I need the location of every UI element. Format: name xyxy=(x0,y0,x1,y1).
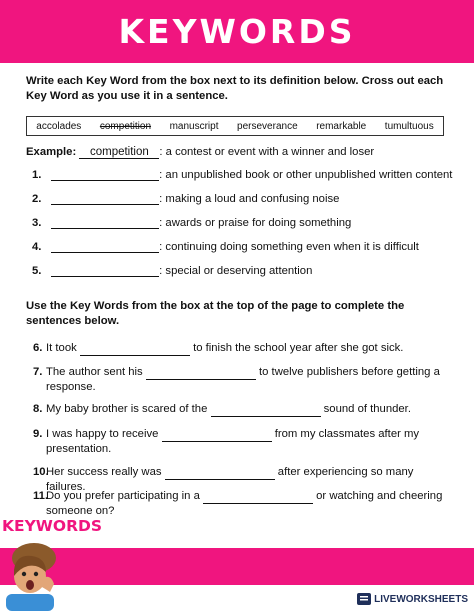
item-number: 4. xyxy=(32,241,42,253)
example-answer: competition xyxy=(79,146,159,159)
example-label: Example: xyxy=(26,146,77,158)
sentence-end: to twelve publishers before getting a response. xyxy=(46,366,440,393)
sentence-start: Her success really was xyxy=(46,466,162,478)
answer-blank[interactable] xyxy=(162,441,272,442)
definition-row xyxy=(32,265,312,277)
item-number: 7. xyxy=(33,366,43,378)
sentence-end: sound of thunder. xyxy=(323,403,411,415)
answer-blank[interactable] xyxy=(51,228,159,229)
definition-text: : an unpublished book or other unpublished written content xyxy=(159,169,453,181)
sentence-start: The author sent his xyxy=(46,366,143,378)
answer-blank[interactable] xyxy=(51,180,159,181)
definition-row xyxy=(32,241,419,253)
sentence-start: My baby brother is scared of the xyxy=(46,403,208,415)
sentence-end: after experiencing so many failures. xyxy=(46,466,414,493)
sentence-start: I was happy to receive xyxy=(46,428,159,440)
definition-text: : special or deserving attention xyxy=(159,265,313,277)
item-number: 10. xyxy=(33,466,49,478)
open-mouth xyxy=(26,580,34,590)
definition-text: : continuing doing something even when it is difficult xyxy=(159,241,419,253)
answer-blank[interactable] xyxy=(211,416,321,417)
sentence-end: or watching and cheering someone on? xyxy=(46,490,443,517)
answer-blank[interactable] xyxy=(51,252,159,253)
sentence-start: Do you prefer participating in a xyxy=(46,490,200,502)
keyword: tumultuous xyxy=(384,120,434,132)
answer-blank[interactable] xyxy=(146,379,256,380)
keyword: manuscript xyxy=(169,120,219,132)
instructions-part-1: Write each Key Word from the box next to its definition below. Cross out each Key Word as you use it in a sentence. xyxy=(26,75,444,102)
answer-blank[interactable] xyxy=(51,276,159,277)
sentence-row xyxy=(33,427,443,456)
left-eye xyxy=(22,572,26,576)
sentence-row xyxy=(33,341,443,356)
sentence-start: It took xyxy=(46,342,77,354)
instructions-part-2: Use the Key Words from the box at the top of the page to complete the sentences below. xyxy=(26,300,405,327)
definition-text: : making a loud and confusing noise xyxy=(159,193,340,205)
answer-blank[interactable] xyxy=(165,479,275,480)
answer-blank[interactable] xyxy=(51,204,159,205)
item-number: 2. xyxy=(32,193,42,205)
item-number: 5. xyxy=(32,265,42,277)
item-number: 8. xyxy=(33,403,43,415)
sentence-end: to finish the school year after she got sick. xyxy=(193,342,404,354)
item-number: 1. xyxy=(32,169,42,181)
example-row xyxy=(26,146,374,159)
word-box xyxy=(26,116,444,136)
keyword: accolades xyxy=(36,120,82,132)
answer-blank[interactable] xyxy=(203,503,313,504)
hand xyxy=(40,577,54,592)
footer-brand xyxy=(357,593,468,605)
title-banner xyxy=(0,0,474,63)
item-number: 11. xyxy=(33,490,49,502)
definition-row xyxy=(32,193,339,205)
sentence-row xyxy=(33,402,443,417)
keyword-crossed: competition xyxy=(99,120,152,132)
liveworksheets-logo-icon xyxy=(357,593,371,605)
sentence-row xyxy=(33,365,443,394)
definition-text: : awards or praise for doing something xyxy=(159,217,352,229)
brand-name: LIVEWORKSHEETS xyxy=(374,593,468,605)
keyword: perseverance xyxy=(237,120,298,132)
item-number: 3. xyxy=(32,217,42,229)
sticker-keywords-text: KEYWORDS xyxy=(1,517,103,535)
definition-row xyxy=(32,169,452,181)
definition-row xyxy=(32,217,351,229)
shirt xyxy=(6,594,54,611)
page-title: KEYWORDS xyxy=(118,12,356,51)
sentence-end: from my classmates after my presentation. xyxy=(46,428,420,455)
item-number: 6. xyxy=(33,342,43,354)
answer-blank[interactable] xyxy=(80,355,190,356)
item-number: 9. xyxy=(33,428,43,440)
bitmoji-sticker xyxy=(0,514,104,611)
example-definition: : a contest or event with a winner and loser xyxy=(159,146,375,158)
keyword: remarkable xyxy=(316,120,367,132)
right-eye xyxy=(34,572,38,576)
